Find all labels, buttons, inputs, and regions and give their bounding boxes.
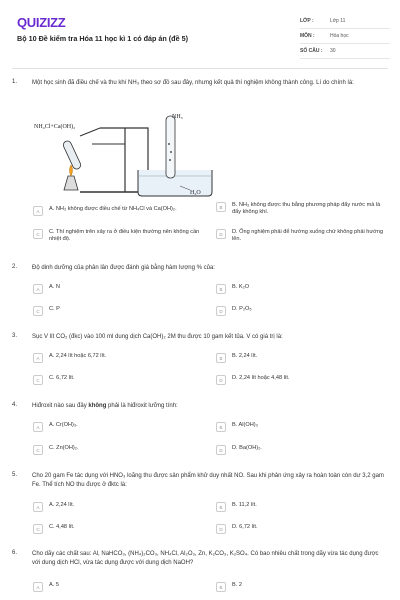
option-letter: B (216, 582, 226, 592)
option-letter: D (216, 229, 226, 239)
option-text: B. 11,2 lít. (232, 502, 257, 508)
option-text: B. K₂O (232, 284, 250, 290)
collecting-tube (166, 116, 175, 178)
option-2b[interactable] (216, 284, 386, 295)
option-2d[interactable] (216, 306, 386, 317)
option-letter: C (33, 229, 43, 239)
alcohol-lamp (64, 176, 78, 190)
option-letter: D (216, 524, 226, 534)
meta-key: LỚP : (300, 18, 314, 24)
option-letter: D (216, 375, 226, 385)
option-text: A. 2,24 lít. (49, 502, 75, 508)
option-4a[interactable] (33, 422, 208, 433)
option-1b[interactable] (216, 202, 386, 213)
option-1c[interactable] (33, 229, 208, 240)
option-letter: C (33, 524, 43, 534)
meta-value: Hóa học (330, 33, 349, 39)
option-text: A. 5 (49, 582, 59, 588)
option-letter: B (216, 284, 226, 294)
option-text: A. Cr(OH)₃. (49, 422, 78, 428)
lab-apparatus-diagram (30, 110, 240, 200)
option-6a[interactable] (33, 582, 208, 593)
option-text: D. 2,24 lít hoặc 4,48 lít. (232, 375, 290, 381)
option-text: C. Zn(OH)₂. (49, 445, 79, 451)
option-5a[interactable] (33, 502, 208, 513)
option-5c[interactable] (33, 524, 208, 535)
option-4d[interactable] (216, 445, 386, 456)
water-label: H₂O (190, 190, 201, 196)
option-letter: A (33, 422, 43, 432)
question-text: Một học sinh đã điều chế và thu khí NH₃ theo sơ đồ sau đây, nhưng kết quả thí nghiệm không thành công. Lí do chính là: (32, 80, 354, 86)
header (0, 0, 400, 66)
test-tube (62, 140, 82, 171)
option-text: B. 2,24 lít. (232, 353, 258, 359)
option-2a[interactable] (33, 284, 208, 295)
option-3d[interactable] (216, 375, 386, 386)
question-text: Sục V lít CO₂ (đkc) vào 100 ml dung dịch Ca(OH)₂ 2M thu được 10 gam kết tủa. V có giá trị là: (32, 334, 283, 340)
meta-row-grade (300, 14, 390, 29)
option-letter: A (33, 353, 43, 363)
option-3a[interactable] (33, 353, 208, 364)
option-text: D. Ống nghiệm phải để hướng xuống chứ không phải hướng lên. (232, 229, 384, 242)
meta-value: Lớp 11 (330, 18, 346, 24)
option-letter: A (33, 582, 43, 592)
option-1a[interactable] (33, 206, 208, 217)
header-divider (12, 68, 388, 69)
option-text: B. Al(OH)₃ (232, 422, 258, 428)
option-text: D. Ba(OH)₂. (232, 445, 262, 451)
option-3c[interactable] (33, 375, 208, 386)
option-text: A. NH₃ không được điều chế từ NH₄Cl và Ca(OH)₂. (49, 206, 177, 212)
question-text: Hiđroxit nào sau đây không phải là hiđroxit lưỡng tính: (32, 403, 178, 409)
meta-value: 30 (330, 48, 336, 54)
option-letter: B (216, 422, 226, 432)
question-number: 2. (12, 264, 18, 270)
option-text: C. Thí nghiệm trên xảy ra ở điều kiện thường nên không cần nhiệt độ. (49, 229, 200, 242)
flame-icon (70, 165, 73, 176)
question-text: Độ dinh dưỡng của phân lân được đánh giá bằng hàm lượng % của: (32, 265, 215, 271)
quizizz-logo[interactable]: QUIZIZZ (17, 15, 66, 30)
option-4c[interactable] (33, 445, 208, 456)
option-letter: D (216, 445, 226, 455)
option-letter: B (216, 502, 226, 512)
option-text: B. 2 (232, 582, 242, 588)
option-letter: A (33, 284, 43, 294)
meta-table (300, 14, 390, 59)
option-letter: C (33, 445, 43, 455)
option-letter: C (33, 375, 43, 385)
link-line (80, 128, 100, 136)
meta-row-count (300, 44, 390, 59)
option-text: C. P (49, 306, 60, 312)
option-text: A. 2,24 lít hoặc 6,72 lít. (49, 353, 107, 359)
option-6b[interactable] (216, 582, 386, 593)
option-text: D. 6,72 lít. (232, 524, 258, 530)
option-5d[interactable] (216, 524, 386, 535)
question-number: 5. (12, 472, 18, 478)
question-number: 3. (12, 333, 18, 339)
question-number: 1. (12, 79, 18, 85)
option-letter: D (216, 306, 226, 316)
gas-label: NH₃ (172, 114, 183, 120)
option-4b[interactable] (216, 422, 386, 433)
option-text: C. 6,72 lít. (49, 375, 75, 381)
option-5b[interactable] (216, 502, 386, 513)
option-letter: B (216, 353, 226, 363)
option-letter: A (33, 206, 43, 216)
meta-key: MÔN : (300, 33, 315, 39)
option-3b[interactable] (216, 353, 386, 364)
reagent-label: NH₄Cl+Ca(OH)₂ (34, 124, 76, 130)
option-2c[interactable] (33, 306, 208, 317)
question-number: 4. (12, 402, 18, 408)
option-letter: A (33, 502, 43, 512)
option-text: C. 4,48 lít. (49, 524, 75, 530)
option-text: A. N (49, 284, 60, 290)
option-text: D. P₂O₅ (232, 306, 252, 312)
meta-key: SỐ CÂU : (300, 48, 323, 54)
question-text: Cho dãy các chất sau: Al, NaHCO₃, (NH₄)₂CO₃, NH₄Cl, Al₂O₃, Zn, K₂CO₃, K₂SO₄. Có bao nhiêu chất trong dãy vừa tác dụng được với dung dịch HCl, vừa tác dụng được với dung dịch NaOH? (32, 551, 379, 566)
question-number: 6. (12, 550, 18, 556)
option-letter: B (216, 202, 226, 212)
meta-row-subject (300, 29, 390, 44)
option-letter: C (33, 306, 43, 316)
page-title: Bộ 10 Đề kiểm tra Hóa 11 học kì 1 có đáp án (đề 5) (17, 34, 188, 43)
option-text: B. NH₃ không được thu bằng phương pháp đẩy nước mà là đẩy không khí. (232, 202, 381, 215)
option-1d[interactable] (216, 229, 386, 240)
question-text: Cho 20 gam Fe tác dụng với HNO₃ loãng thu được sản phẩm khử duy nhất NO. Sau khi phản ứng xảy ra hoàn toàn còn dư 3,2 gam Fe. Thể tích NO thu được ở đktc là: (32, 473, 384, 488)
